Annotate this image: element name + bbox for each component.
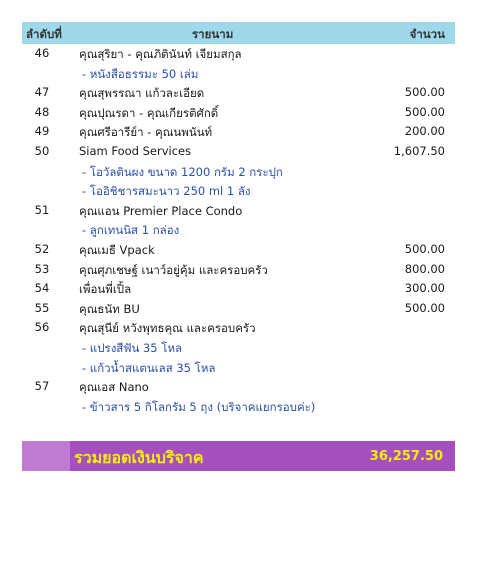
donor-name: คุณศรีอารีย์า - คุณนพนันท์	[79, 125, 213, 140]
table-header	[22, 22, 455, 44]
item-detail-row	[22, 338, 455, 358]
donor-number: 53	[34, 261, 50, 276]
item-detail-row	[22, 162, 455, 182]
donor-row	[22, 83, 455, 103]
donor-row	[22, 299, 455, 319]
donor-name: Siam Food Services	[79, 143, 192, 158]
item-detail-row	[22, 397, 455, 417]
donor-number: 55	[34, 300, 50, 315]
donor-number: 50	[34, 143, 50, 158]
donor-row	[22, 240, 455, 260]
donor-row	[22, 279, 455, 299]
table-body	[22, 44, 455, 416]
item-detail-row	[22, 181, 455, 201]
donor-name: คุณปุณรดา - คุณเกียรติศักดิ์	[79, 105, 219, 120]
donor-row	[22, 201, 455, 221]
donation-amount: 300.00	[404, 281, 445, 296]
donor-name: คุณสุนีย์ หวังพุทธคุณ และครอบครัว	[79, 321, 256, 336]
donor-row	[22, 122, 455, 142]
donor-row	[22, 377, 455, 397]
header-amount: จำนวน	[409, 27, 445, 41]
donation-list	[22, 22, 455, 471]
donor-name: คุณเอส Nano	[79, 380, 149, 395]
item-detail: - ข้าวสาร 5 กิโลกรัม 5 ถุง (บริจาคแยกรอบค่ะ)	[82, 399, 316, 414]
donation-amount: 200.00	[404, 124, 445, 139]
item-detail-row	[22, 220, 455, 240]
item-detail-row	[22, 358, 455, 378]
donation-amount: 800.00	[404, 261, 445, 276]
donation-amount: 500.00	[404, 104, 445, 119]
donor-name: คุณเมธี Vpack	[79, 242, 155, 257]
total-bar-accent	[22, 441, 70, 471]
donor-number: 49	[34, 124, 50, 139]
donation-amount: 500.00	[404, 85, 445, 100]
donor-number: 56	[34, 320, 50, 335]
donor-number: 54	[34, 281, 50, 296]
donor-row	[22, 103, 455, 123]
donor-name: คุณสุพรรณา แก้วละเอียด	[79, 86, 205, 101]
donation-amount: 500.00	[404, 241, 445, 256]
donation-amount: 1,607.50	[393, 143, 445, 158]
total-bar	[22, 441, 455, 471]
item-detail: - หนังสือธรรมะ 50 เล่ม	[82, 66, 199, 81]
donor-number: 48	[34, 104, 50, 119]
donor-row	[22, 44, 455, 64]
donor-number: 51	[34, 202, 50, 217]
donor-name: เพื่อนพี่เปิ้ล	[79, 282, 132, 297]
donor-number: 52	[34, 241, 50, 256]
donor-name: คุณสุริยา - คุณภิตินันท์ เจียมสกุล	[79, 47, 242, 61]
donation-amount: 500.00	[404, 300, 445, 315]
item-detail: - แก้วน้ำสแตนเลส 35 โหล	[82, 360, 216, 375]
total-amount: 36,257.50	[369, 449, 443, 465]
donor-name: คุณธนัท BU	[79, 301, 140, 316]
donor-number: 47	[34, 85, 50, 100]
donor-number: 46	[34, 46, 50, 60]
item-detail: - โออิชิชารสมะนาว 250 ml 1 ลัง	[82, 184, 251, 199]
donor-row	[22, 260, 455, 280]
donor-row	[22, 142, 455, 162]
item-detail: - แปรงสีฟัน 35 โหล	[82, 340, 183, 355]
spacer	[22, 416, 455, 441]
donor-name: คุณศุภเชษฐ์ เนาว์อยู่คุ้ม และครอบครัว	[79, 262, 268, 277]
item-detail-row	[22, 64, 455, 84]
header-name: รายนาม	[192, 27, 234, 41]
header-number: ลำดับที่	[26, 27, 62, 41]
donor-number: 57	[34, 379, 50, 394]
item-detail: - โอวัลตินผง ขนาด 1200 กรัม 2 กระปุก	[82, 164, 283, 179]
total-label: รวมยอดเงินบริจาค	[74, 448, 204, 468]
item-detail: - ลูกเทนนิส 1 กล่อง	[82, 223, 180, 238]
donor-name: คุณแอน Premier Place Condo	[79, 203, 243, 218]
donor-row	[22, 318, 455, 338]
